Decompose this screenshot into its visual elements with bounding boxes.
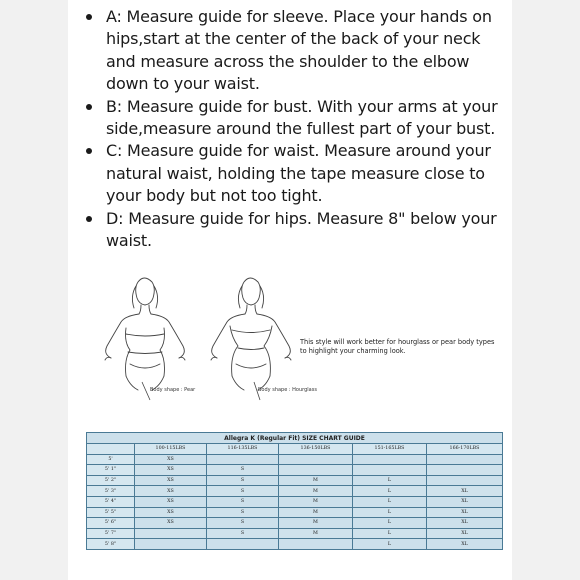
table-row	[87, 518, 503, 529]
pear-body-icon	[90, 272, 200, 402]
size-cell: XS	[135, 507, 207, 518]
size-cell: XL	[427, 507, 503, 518]
measure-guide-list	[82, 6, 502, 252]
size-cell: L	[353, 475, 427, 486]
height-cell: 5' 8"	[87, 539, 135, 550]
size-cell: S	[207, 475, 279, 486]
size-cell	[207, 539, 279, 550]
height-cell: 5' 2"	[87, 475, 135, 486]
size-cell	[279, 465, 353, 476]
size-cell	[353, 454, 427, 465]
size-cell: S	[207, 465, 279, 476]
size-cell: M	[279, 528, 353, 539]
column-header: 151-165LBS	[353, 444, 427, 455]
size-cell: XL	[427, 539, 503, 550]
size-cell: L	[353, 486, 427, 497]
size-cell: XL	[427, 486, 503, 497]
pear-shape-label: Body shape : Pear	[150, 387, 196, 393]
table-row	[87, 528, 503, 539]
bullet-dot-icon	[86, 148, 92, 154]
size-cell: M	[279, 486, 353, 497]
table-row	[87, 507, 503, 518]
size-cell	[427, 475, 503, 486]
size-cell: S	[207, 528, 279, 539]
measure-guide-item: C: Measure guide for waist. Measure around your natural waist, holding the tape measure close to your body but not too tight.	[82, 140, 502, 207]
bullet-dot-icon	[86, 104, 92, 110]
column-header: 136-150LBS	[279, 444, 353, 455]
size-cell	[279, 454, 353, 465]
size-cell: M	[279, 518, 353, 529]
height-cell: 5' 3"	[87, 486, 135, 497]
column-header: 166-170LBS	[427, 444, 503, 455]
height-cell: 5' 5"	[87, 507, 135, 518]
product-description-page	[68, 0, 512, 580]
size-cell	[427, 454, 503, 465]
size-cell: XS	[135, 454, 207, 465]
hourglass-body-illustration	[196, 272, 306, 402]
size-cell: S	[207, 496, 279, 507]
size-cell: L	[353, 539, 427, 550]
pear-body-illustration	[90, 272, 200, 402]
table-row	[87, 539, 503, 550]
size-cell	[279, 539, 353, 550]
height-cell: 5' 6"	[87, 518, 135, 529]
size-cell: XL	[427, 528, 503, 539]
column-header	[87, 444, 135, 455]
size-cell	[353, 465, 427, 476]
size-cell: S	[207, 518, 279, 529]
measure-guide-item: B: Measure guide for bust. With your arms at your side,measure around the fullest part of your bust.	[82, 96, 502, 141]
size-cell: L	[353, 507, 427, 518]
size-cell: L	[353, 518, 427, 529]
table-row	[87, 465, 503, 476]
size-chart-table	[86, 432, 503, 550]
size-cell: XS	[135, 486, 207, 497]
size-cell: M	[279, 475, 353, 486]
size-cell: M	[279, 496, 353, 507]
size-cell: S	[207, 507, 279, 518]
size-cell	[135, 528, 207, 539]
hourglass-shape-label: Body shape : Hourglass	[258, 387, 317, 393]
height-cell: 5' 1"	[87, 465, 135, 476]
size-cell: L	[353, 528, 427, 539]
body-type-note: This style will work better for hourglass or pear body types to highlight your charming look.	[300, 338, 495, 355]
height-cell: 5' 7"	[87, 528, 135, 539]
size-cell	[207, 454, 279, 465]
table-row	[87, 486, 503, 497]
size-cell: XL	[427, 496, 503, 507]
measure-guide-item: A: Measure guide for sleeve. Place your hands on hips,start at the center of the back of your neck and measure across the shoulder to the elbow down to your waist.	[82, 6, 502, 96]
height-cell: 5' 4"	[87, 496, 135, 507]
column-header: 100-115LBS	[135, 444, 207, 455]
size-cell: XS	[135, 475, 207, 486]
size-cell: M	[279, 507, 353, 518]
table-row	[87, 475, 503, 486]
bullet-dot-icon	[86, 216, 92, 222]
measure-guide-item: D: Measure guide for hips. Measure 8" below your waist.	[82, 208, 502, 253]
size-cell: XL	[427, 518, 503, 529]
table-row	[87, 496, 503, 507]
size-cell: XS	[135, 465, 207, 476]
size-chart-header-row	[87, 444, 503, 455]
hourglass-body-icon	[196, 272, 306, 402]
column-header: 116-135LBS	[207, 444, 279, 455]
size-cell: XS	[135, 496, 207, 507]
bullet-dot-icon	[86, 14, 92, 20]
size-chart-title: Allegra K (Regular Fit) SIZE CHART GUIDE	[87, 433, 503, 444]
height-cell: 5'	[87, 454, 135, 465]
size-cell	[427, 465, 503, 476]
size-cell: L	[353, 496, 427, 507]
size-cell: XS	[135, 518, 207, 529]
table-row	[87, 454, 503, 465]
size-cell	[135, 539, 207, 550]
size-cell: S	[207, 486, 279, 497]
